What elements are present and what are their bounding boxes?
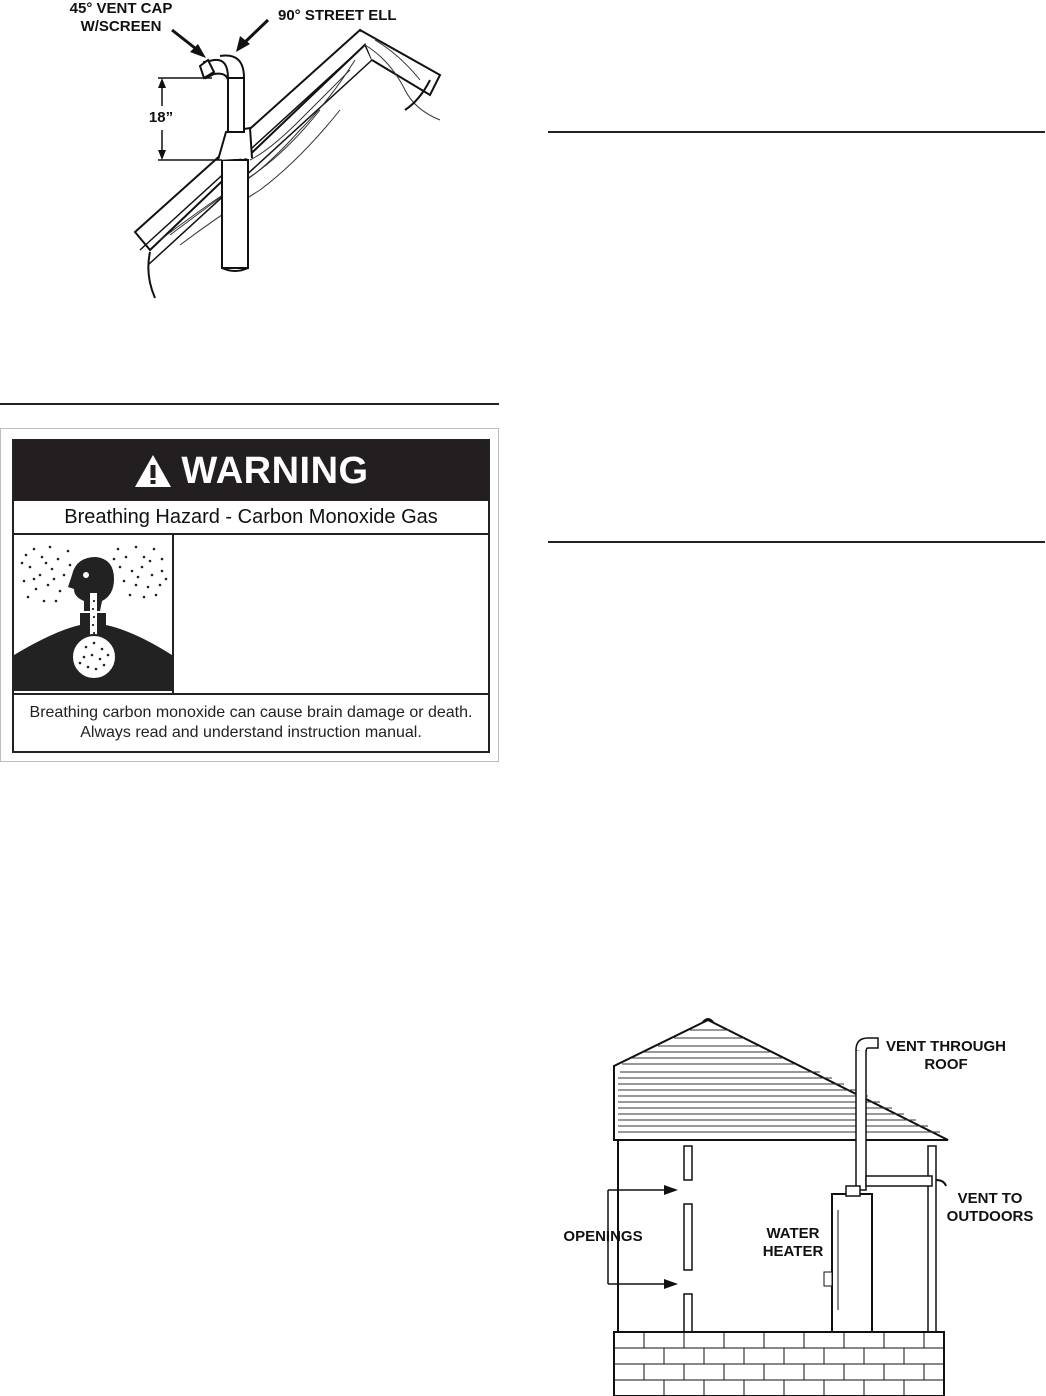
divider-right-middle (548, 541, 1045, 543)
vent-through-roof-label: VENT THROUGH ROOF (886, 1038, 1006, 1073)
warning-label (12, 439, 490, 753)
roof-vent-figure (0, 0, 500, 310)
hazard-title: Breathing Hazard - Carbon Monoxide Gas (14, 501, 488, 535)
pictogram-box (14, 535, 174, 693)
vent-to-outdoors-label: VENT TO OUTDOORS (946, 1190, 1034, 1225)
warning-header (14, 441, 488, 501)
warning-triangle-icon (133, 453, 173, 489)
divider-left (0, 403, 499, 405)
carbon-monoxide-breathing-pictogram-icon (14, 535, 172, 691)
divider-right-top (548, 131, 1045, 133)
roof-vent-drawing (0, 0, 500, 310)
house-venting-figure (548, 1010, 1046, 1396)
water-heater-label: WATER HEATER (762, 1225, 824, 1260)
warning-body-text: Breathing carbon monoxide can cause brain damage or death. Always read and understand instruction manual. (14, 693, 488, 751)
vent-cap-label: 45° VENT CAP W/SCREEN (69, 0, 173, 35)
signal-word: WARNING (181, 449, 369, 492)
height-dimension-label: 18” (148, 109, 174, 126)
openings-label: OPENINGS (563, 1228, 643, 1245)
street-ell-label: 90° STREET ELL (278, 7, 397, 24)
